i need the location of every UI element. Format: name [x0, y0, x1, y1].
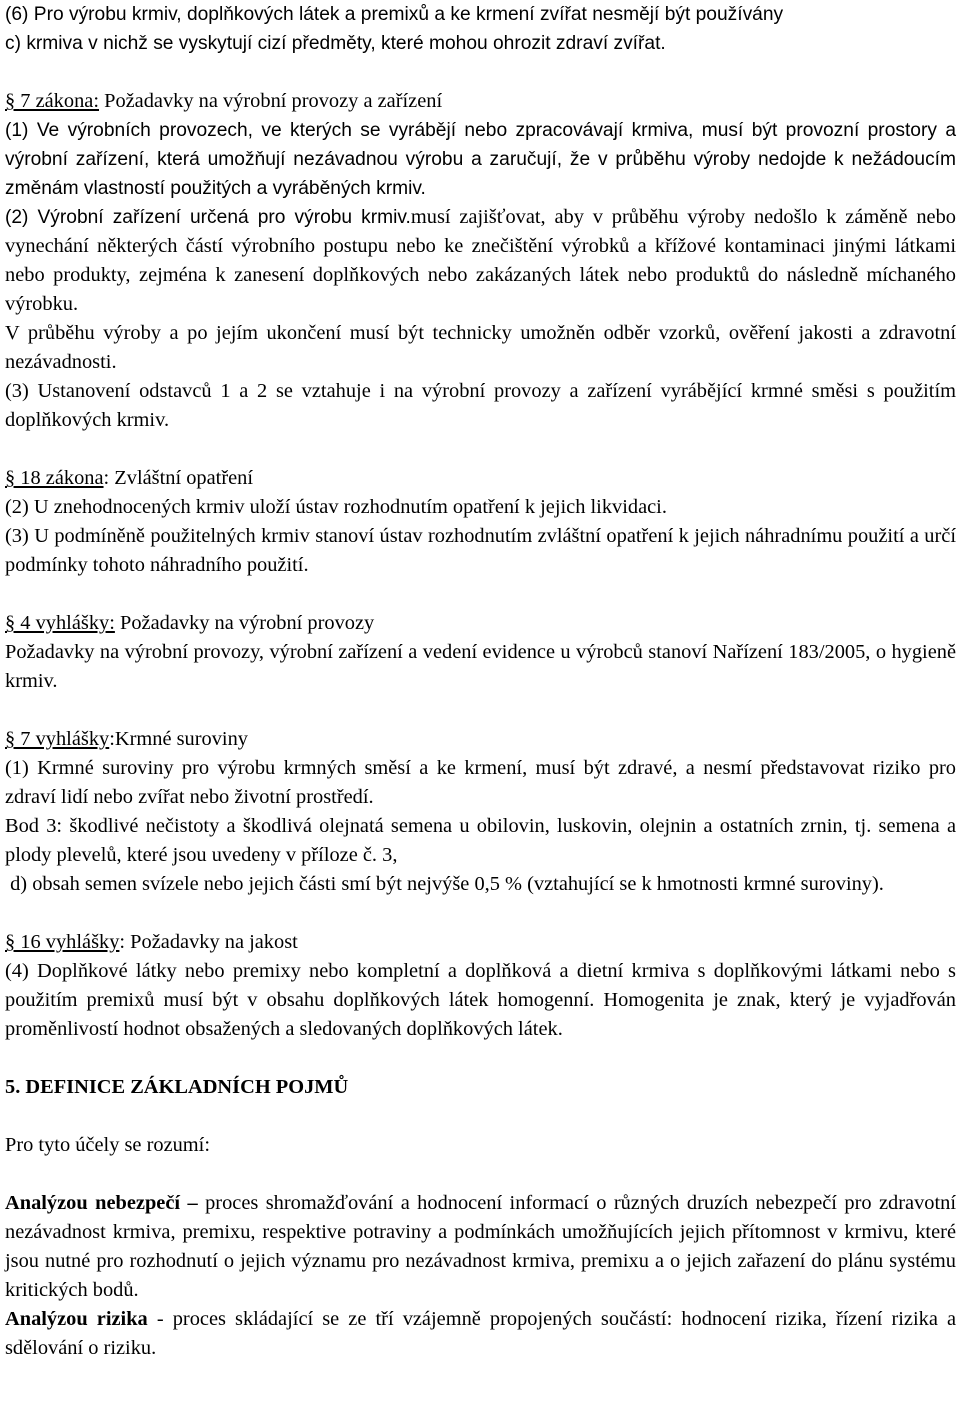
definition-text: proces shromažďování a hodnocení informací o různých druzích nebezpečí pro zdravotní nezávadnost krmiva, premixu, respektive potraviny a podmínkách umožňujících jejich přítomnost v krmivu, které jsou nutné pro rozhodnutí o jejich významu pro nezávadnost krmiva, premixu a o jejich zařazení do plánu systému kritických bodů. [5, 1192, 956, 1301]
chapter-heading: 5. DEFINICE ZÁKLADNÍCH POJMŮ [5, 1076, 349, 1098]
section-ref: § 7 zákona: [5, 90, 99, 112]
paragraph: (2) U znehodnocených krmiv uloží ústav rozhodnutím opatření k jejich likvidaci. [5, 496, 667, 518]
paragraph: d) obsah semen svízele nebo jejich části smí být nejvýše 0,5 % (vztahující se k hmotnosti krmné suroviny). [5, 873, 884, 895]
section-title: : Požadavky na jakost [119, 931, 298, 953]
section-ref: § 4 vyhlášky: [5, 612, 115, 634]
section-title: :Krmné suroviny [109, 728, 248, 750]
paragraph: (3) U podmíněně použitelných krmiv stanoví ústav rozhodnutím zvláštní opatření k jejich náhradnímu použití a určí podmínky tohoto náhradního použití. [5, 525, 956, 576]
definition-text: - proces skládající se ze tří vzájemně propojených součástí: hodnocení rizika, řízení rizika a sdělování o riziku. [5, 1308, 956, 1359]
section-title: : Zvláštní opatření [103, 467, 254, 489]
definition-risk-analysis [5, 1305, 956, 1363]
section-heading-18-zakona [5, 464, 956, 493]
paragraph: V průběhu výroby a po jejím ukončení musí být technicky umožněn odběr vzorků, ověření jakosti a zdravotní nezávadnosti. [5, 322, 956, 373]
section-title: Požadavky na výrobní provozy a zařízení [99, 90, 443, 112]
paragraph-6: (6) Pro výrobu krmiv, doplňkových látek a premixů a ke krmení zvířat nesmějí být používány [5, 4, 784, 25]
paragraph: (4) Doplňkové látky nebo premixy nebo kompletní a doplňková a dietní krmiva s doplňkovými látkami nebo s použitím premixů musí být v obsahu doplňkových látek homogenní. Homogenita je znak, který je vyjadřován proměnlivostí hodnot obsažených a sledovaných doplňkových látek. [5, 960, 956, 1040]
paragraph-rest: musí zajišťovat, aby v průběhu výroby nedošlo k záměně nebo vynechání některých částí výrobního postupu nebo ke znečištění výrobků a křížové kontaminaci jinými látkami nebo produkty, zejména k zanesení doplňkových nebo zakázaných látek nebo produktů do následně míchaného výrobku. [5, 206, 956, 315]
paragraph: Bod 3: škodlivé nečistoty a škodlivá olejnatá semena u obilovin, luskovin, olejnin a ostatních zrnin, tj. semena a plody plevelů, které jsou uvedeny v příloze č. 3, [5, 815, 956, 866]
definition-term: Analýzou nebezpečí – [5, 1192, 198, 1214]
definition-hazard-analysis [5, 1189, 956, 1305]
paragraph: Požadavky na výrobní provozy, výrobní zařízení a vedení evidence u výrobců stanoví Nařízení 183/2005, o hygieně krmiv. [5, 641, 956, 692]
definition-term: Analýzou rizika [5, 1308, 148, 1330]
section-heading-7-zakona [5, 87, 956, 116]
paragraph [5, 203, 956, 319]
document-page [5, 0, 956, 1363]
definitions-intro: Pro tyto účely se rozumí: [5, 1134, 211, 1156]
section-ref: § 16 vyhlášky [5, 931, 120, 953]
section-title: Požadavky na výrobní provozy [114, 612, 375, 634]
paragraph-lead: (2) Výrobní zařízení určená pro výrobu krmiv. [5, 207, 411, 228]
paragraph: (1) Ve výrobních provozech, ve kterých se vyrábějí nebo zpracovávají krmiva, musí být provozní prostory a výrobní zařízení, která umožňují nezávadnou výrobu a zaručují, že v průběhu výroby nedojde k nežádoucím změnám vlastností použitých a vyráběných krmiv. [5, 120, 956, 199]
paragraph: (3) Ustanovení odstavců 1 a 2 se vztahuje i na výrobní provozy a zařízení vyrábějící krmné směsi s použitím doplňkových krmiv. [5, 380, 956, 431]
section-heading-16-vyhlasky [5, 928, 956, 957]
section-ref: § 7 vyhlášky [5, 728, 110, 750]
item-c: c) krmiva v nichž se vyskytují cizí předměty, které mohou ohrozit zdraví zvířat. [5, 33, 666, 54]
section-heading-4-vyhlasky [5, 609, 956, 638]
section-ref: § 18 zákona [5, 467, 104, 489]
paragraph: (1) Krmné suroviny pro výrobu krmných směsí a ke krmení, musí být zdravé, a nesmí představovat riziko pro zdraví lidí nebo zvířat nebo životní prostředí. [5, 757, 956, 808]
section-heading-7-vyhlasky [5, 725, 956, 754]
